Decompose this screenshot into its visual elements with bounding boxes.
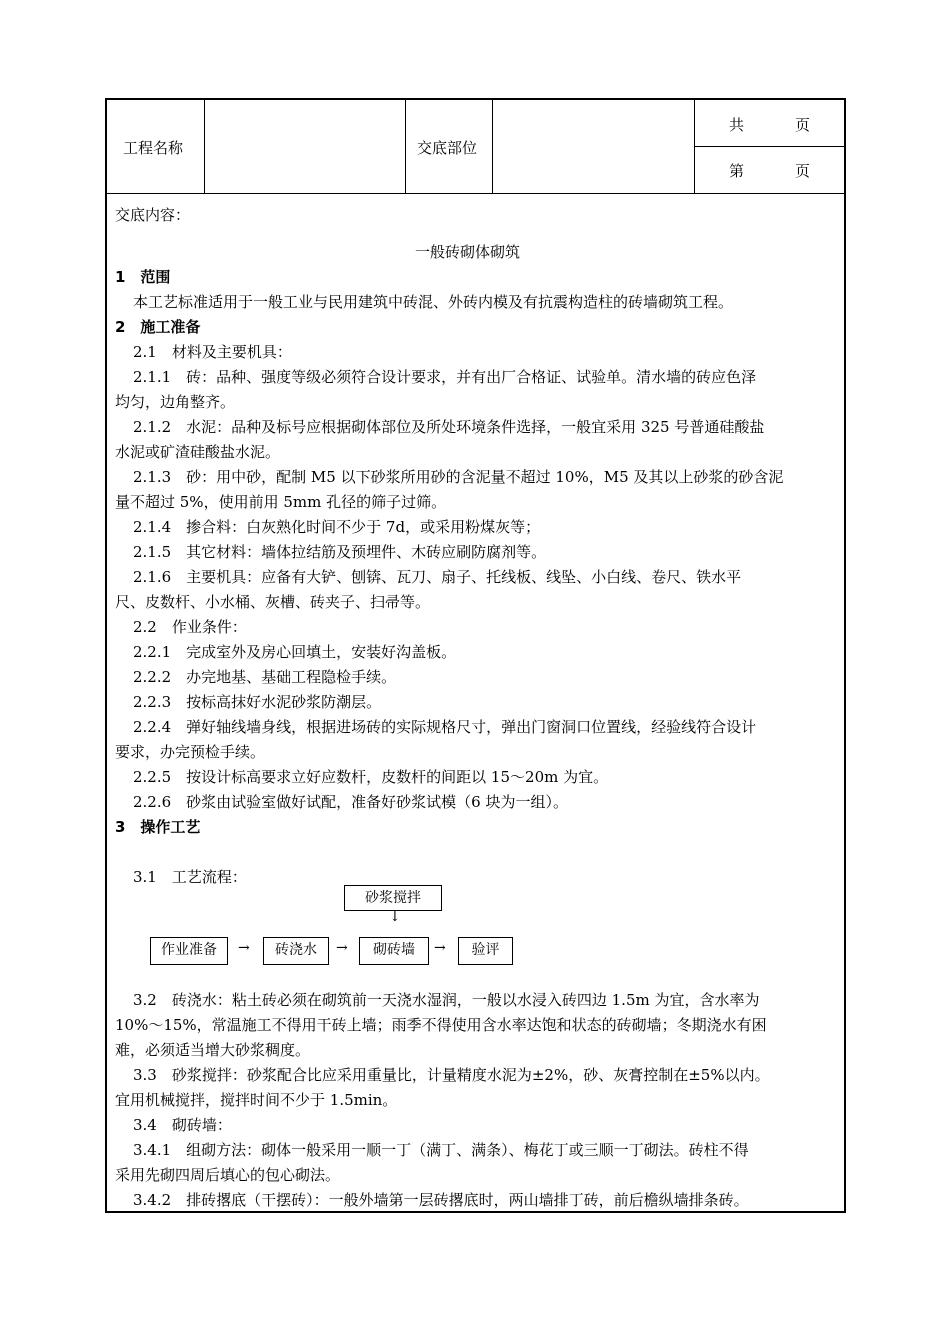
item-2-1-1-cont: 均匀，边角整齐。	[115, 393, 236, 411]
item-2-1-5: 2.1.5 其它材料：墙体拉结筋及预埋件、木砖应刷防腐剂等。	[133, 543, 547, 561]
item-2-1-6: 2.1.6 主要机具：应备有大铲、刨锛、瓦刀、扇子、托线板、线坠、小白线、卷尺、铁水平	[133, 568, 742, 586]
total-label: 共	[729, 116, 745, 134]
item-3-4-1-cont: 采用先砌四周后填心的包心砌法。	[115, 1166, 341, 1184]
flow-arrow: →	[336, 940, 348, 956]
doc-title: 一般砖砌体砌筑	[415, 243, 521, 261]
divider	[405, 100, 406, 193]
item-2-2-2: 2.2.2 办完地基、基础工程隐检手续。	[133, 668, 397, 686]
item-2-1-3-cont: 量不超过 5%，使用前用 5mm 孔径的筛子过筛。	[115, 493, 447, 511]
item-2-2-4-cont: 要求，办完预检手续。	[115, 743, 266, 761]
item-3-2-cont: 10%～15%，常温施工不得用干砖上墙；雨季不得使用含水率达饱和状态的砖砌墙；冬期浇水有困	[115, 1016, 767, 1034]
item-3-4: 3.4 砌砖墙：	[133, 1116, 232, 1134]
intro-label: 交底内容：	[115, 206, 191, 224]
item-2-1-1: 2.1.1 砖：品种、强度等级必须符合设计要求，并有出厂合格证、试验单。清水墙的砖应色泽	[133, 368, 757, 386]
item-2-2-1: 2.2.1 完成室外及房心回填土，安装好沟盖板。	[133, 643, 457, 661]
current-page-label: 页	[795, 162, 811, 180]
current-label: 第	[729, 162, 745, 180]
item-2-2-4: 2.2.4 弹好轴线墙身线，根据进场砖的实际规格尺寸，弹出门窗洞口位置线，经验线符合设计	[133, 718, 757, 736]
section-2-title: 2 施工准备	[115, 318, 201, 336]
flow-arrow: →	[238, 940, 250, 956]
flow-watering: 砖浇水	[263, 937, 329, 965]
item-2-1: 2.1 材料及主要机具：	[133, 343, 292, 361]
flow-laying: 砌砖墙	[359, 937, 429, 965]
project-name-label: 工程名称	[123, 139, 184, 157]
item-2-1-3: 2.1.3 砂：用中砂，配制 M5 以下砂浆所用砂的含泥量不超过 10%，M5 及其以上砂浆的砂含泥	[133, 468, 784, 486]
item-2-1-2: 2.1.2 水泥：品种及标号应根据砌体部位及所处环境条件选择，一般宜采用 325 号普通硅酸盐	[133, 418, 765, 436]
divider	[204, 100, 205, 193]
item-2-1-2-cont: 水泥或矿渣硅酸盐水泥。	[115, 443, 281, 461]
divider	[694, 146, 844, 147]
item-2-2-5: 2.2.5 按设计标高要求立好应数杆，皮数杆的间距以 15～20m 为宜。	[133, 768, 609, 786]
flow-arrow: →	[434, 940, 446, 956]
divider	[492, 100, 493, 193]
section-1-text: 本工艺标准适用于一般工业与民用建筑中砖混、外砖内模及有抗震构造柱的砖墙砌筑工程。	[133, 293, 734, 311]
total-page-label: 页	[795, 116, 811, 134]
flow-evaluation: 验评	[458, 937, 513, 965]
item-3-4-1: 3.4.1 组砌方法：砌体一般采用一顺一丁（满丁、满条）、梅花丁或三顺一丁砌法。砖柱不得	[133, 1141, 749, 1159]
item-2-1-4: 2.1.4 掺合料：白灰熟化时间不少于 7d，或采用粉煤灰等；	[133, 518, 541, 536]
flow-prep: 作业准备	[150, 937, 228, 965]
section-1-title: 1 范围	[115, 268, 171, 286]
item-2-2-3: 2.2.3 按标高抹好水泥砂浆防潮层。	[133, 693, 382, 711]
flow-down-arrow: ↓	[389, 909, 401, 925]
flow-mortar-mixing: 砂浆搅拌	[344, 885, 442, 911]
item-2-2: 2.2 作业条件：	[133, 618, 247, 636]
item-3-3: 3.3 砂浆搅拌：砂浆配合比应采用重量比，计量精度水泥为±2%，砂、灰膏控制在±5%以内。	[133, 1066, 770, 1084]
header-table	[107, 100, 844, 194]
item-3-2-cont2: 难，必须适当增大砂浆稠度。	[115, 1041, 311, 1059]
item-3-1: 3.1 工艺流程：	[133, 868, 247, 886]
disclosure-sheet	[105, 98, 846, 1213]
item-3-3-cont: 宜用机械搅拌，搅拌时间不少于 1.5min。	[115, 1091, 398, 1109]
item-3-2: 3.2 砖浇水：粘土砖必须在砌筑前一天浇水湿润，一般以水浸入砖四边 1.5m 为宜，含水率为	[133, 991, 760, 1009]
item-2-1-6-cont: 尺、皮数杆、小水桶、灰槽、砖夹子、扫帚等。	[115, 593, 431, 611]
item-3-4-2: 3.4.2 排砖撂底（干摆砖）：一般外墙第一层砖撂底时，两山墙排丁砖，前后檐纵墙排条砖。	[133, 1191, 749, 1209]
item-2-2-6: 2.2.6 砂浆由试验室做好试配，准备好砂浆试模（6 块为一组）。	[133, 793, 568, 811]
disclosure-part-label: 交底部位	[417, 139, 478, 157]
section-3-title: 3 操作工艺	[115, 818, 201, 836]
